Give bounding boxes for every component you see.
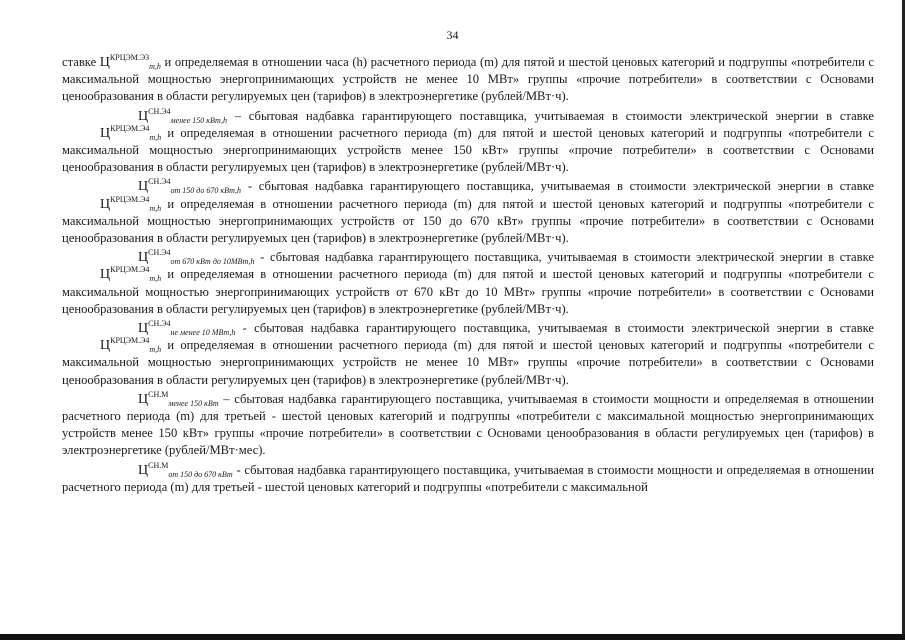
paragraph-4	[62, 249, 874, 318]
paragraph-6	[62, 391, 874, 460]
scan-edge-bottom	[0, 634, 905, 640]
text: - сбытовая надбавка гарантирующего поставщика, учитываемая в стоимости мощности и определяемая в отношении расчетного периода (m) для третьей - шестой ценовых категорий и подгруппы «потребители с максимальной	[62, 462, 874, 494]
formula-symbol: $Ц^{КРЦЭМ.Э4}_{m,h}$	[100, 336, 162, 355]
formula-symbol: $Ц^{КРЦЭМ.Э3}_{m,h}$	[99, 53, 161, 71]
formula-symbol: $Ц^{КРЦЭМ.Э4}_{m,h}$	[100, 194, 162, 213]
text: ставке	[62, 55, 100, 69]
paragraph-7	[62, 462, 874, 496]
formula-symbol: $Ц^{СН.М}_{менее 150 кВт}$	[138, 389, 219, 408]
text: - сбытовая надбавка гарантирующего поставщика, учитываемая в стоимости электрической энергии в ставке	[254, 250, 874, 265]
text: - сбытовая надбавка гарантирующего поставщика, учитываемая в стоимости электрической энергии в ставке	[241, 179, 874, 194]
text: и определяемая в отношении расчетного периода (m) для пятой и шестой ценовых категорий и подгруппы «потребители с максимальной мощностью энергопринимающих устройств не менее 10 МВт» группы «прочие потребители» в соответствии с Основами ценообразования в области регулируемых цен (тарифов) в электроэнергетике (рублей/МВт·ч).	[62, 338, 874, 387]
text: и определяемая в отношении расчетного периода (m) для пятой и шестой ценовых категорий и подгруппы «потребители с максимальной мощностью энергопринимающих устройств менее 150 кВт» группы «прочие потребители» в соответствии с Основами ценообразования в области регулируемых цен (тарифов) в электроэнергетике (рублей/МВт·ч).	[62, 125, 874, 175]
text: - сбытовая надбавка гарантирующего поставщика, учитываемая в стоимости электрической энергии в ставке	[235, 321, 874, 336]
text: и определяемая в отношении расчетного периода (m) для пятой и шестой ценовых категорий и подгруппы «потребители с максимальной мощностью энергопринимающих устройств от 150 до 670 кВт» группы «прочие потребители» в соответствии с Основами ценообразования в области регулируемых цен (тарифов) в электроэнергетике (рублей/МВт·ч).	[62, 196, 874, 246]
text: и определяемая в отношении часа (h) расчетного периода (m) для пятой и шестой ценовых категорий и подгруппы «потребители с максимальной мощностью энергопринимающих устройств не менее 10 МВт» группы «прочие потребители» в соответствии с Основами ценообразования в области регулируемых цен (тарифов) в электроэнергетике (рублей/МВт·ч).	[62, 55, 874, 104]
paragraph-3	[62, 178, 874, 247]
formula-symbol: $Ц^{СН.Э4}_{от 150 до 670 кВт,h}$	[138, 177, 242, 196]
formula-symbol: $Ц^{СН.Э4}_{не менее 10 МВт,h}$	[138, 319, 236, 338]
formula-symbol: $Ц^{СН.М}_{от 150 до 670 кВт}$	[138, 460, 233, 479]
page-number: 34	[446, 28, 459, 42]
formula-symbol: $Ц^{СН.Э4}_{менее 150 кВт,h}$	[138, 106, 227, 125]
paragraph-5	[62, 320, 874, 389]
formula-symbol: $Ц^{КРЦЭМ.Э4}_{m,h}$	[100, 123, 162, 142]
text: – сбытовая надбавка гарантирующего поставщика, учитываемая в стоимости мощности и определяемая в отношении расчетного периода (m) для третьей - шестой ценовых категорий и подгруппы «потребители с максимальной мощностью энергопринимающих устройств менее 150 кВт» группы «прочие потребители» в соответствии с Основами ценообразования в области регулируемых цен (тарифов) в электроэнергетике (рублей/МВт·мес).	[62, 391, 874, 458]
document-body	[62, 54, 874, 498]
paragraph-2	[62, 108, 874, 177]
text: и определяемая в отношении расчетного периода (m) для пятой и шестой ценовых категорий и подгруппы «потребители с максимальной мощностью энергопринимающих устройств от 670 кВт до 10 МВт» группы «прочие потребители» в соответствии с Основами ценообразования в области регулируемых цен (тарифов) в электроэнергетике (рублей/МВт·ч).	[62, 267, 874, 316]
paragraph-1	[62, 54, 874, 106]
text: – сбытовая надбавка гарантирующего поставщика, учитываемая в стоимости электрической энергии в ставке	[226, 108, 874, 123]
formula-symbol: $Ц^{КРЦЭМ.Э4}_{m,h}$	[100, 265, 162, 284]
formula-symbol: $Ц^{СН.Э4}_{от 670 кВт до 10МВт,h}$	[138, 248, 255, 267]
